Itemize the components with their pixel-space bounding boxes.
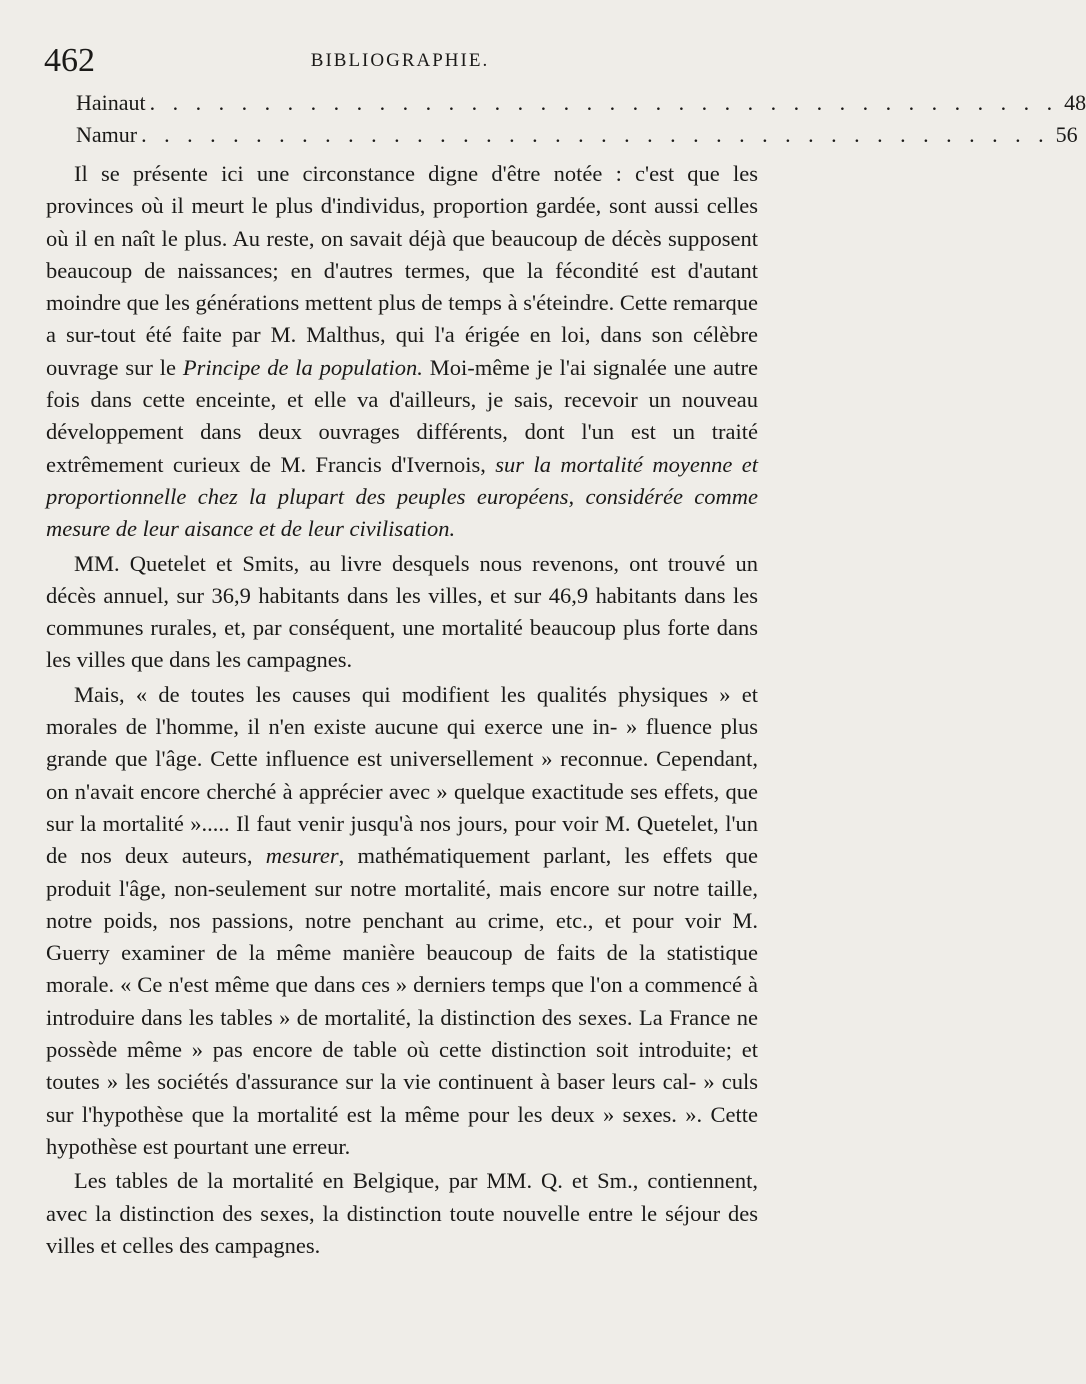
body-text [46, 158, 758, 1262]
page-header [44, 42, 756, 82]
text-run: Moi-même je l'ai signalée une autre fois dans cette enceinte, et elle va d'ailleurs, je sais, recevoir un nouveau développement dans deux ouvrages différents, dont l'un est un traité extrêmement curieux de M. Francis d'Ivernois, [46, 354, 759, 477]
text-run: MM. Quetelet et Smits, au livre desquels nous revenons, ont trouvé un décès annuel, sur 36,9 habitants dans les villes, et sur 46,9 habitants dans les communes rurales, et, par conséquent, une mortalité beaucoup plus forte dans les villes que dans les campagnes. [46, 550, 758, 673]
text-run: , mathématiquement parlant, les effets que produit l'âge, non-seulement sur notre mortalité, mais encore sur notre taille, notre poids, nos passions, notre penchant au crime, etc., et pour voir M. Guerry examiner de la même manière beaucoup de faits de la statistique morale. « Ce n'est même que dans ces » derniers temps que l'on a commencé à introduire dans les tables » de mortalité, la distinction des sexes. La France ne possède même » pas encore de table où cette distinction soit introduite; et toutes » les sociétés d'assurance sur la vie continuent à baser leurs cal- » culs sur l'hypothèse que la mortalité est la même pour les deux » sexes. ». Cette hypothèse est pourtant une erreur. [46, 843, 759, 1159]
dot-leader: . . . . . . . . . . . . . . . . . . . . . . . . . . . . . . . . . . . . . . . . [149, 90, 1059, 115]
paragraph [46, 548, 758, 677]
text-run: Les tables de la mortalité en Belgique, par MM. Q. et Sm., contiennent, avec la distinction des sexes, la distinction toute nouvelle entre le séjour des villes et celles des campagnes. [46, 1168, 758, 1258]
province-name: Hainaut [76, 90, 146, 115]
running-title: BIBLIOGRAPHIE. [310, 50, 490, 71]
province-value: 56 [1055, 122, 1078, 147]
table-row [76, 122, 1078, 155]
paragraph [46, 1165, 758, 1262]
page-number: 462 [44, 42, 95, 79]
province-value: 48 [1064, 90, 1086, 115]
paragraph [46, 158, 758, 546]
italic-text: mesurer [265, 843, 339, 869]
table-row [76, 90, 1086, 123]
province-name: Namur [76, 122, 138, 147]
text-run: Il se présente ici une circonstance digne d'être notée : c'est que les provinces où il meurt le plus d'individus, proportion gardée, sont aussi celles où il en naît le plus. Au reste, on savait déjà que beaucoup de décès supposent beaucoup de naissances; en d'autres termes, que la fécondité est d'autant moindre que les générations mettent plus de temps à s'éteindre. Cette remarque a sur-tout été faite par M. Malthus, qui l'a érigée en loi, dans son célèbre ouvrage sur le [46, 161, 758, 380]
dot-leader: . . . . . . . . . . . . . . . . . . . . . . . . . . . . . . . . . . . . . . . . [141, 122, 1050, 147]
italic-text: Principe de la population. [182, 354, 423, 380]
italic-text: sur la mortalité moyenne et proportionnelle chez la plupart des peuples européens, considérée comme mesure de leur aisance et de leur civilisation. [46, 451, 758, 542]
text-run: Mais, « de toutes les causes qui modifient les qualités physiques » et morales de l'homme, il n'en existe aucune qui exerce une in- » fluence plus grande que l'âge. Cette influence est universellement » reconnue. Cependant, on n'avait encore cherché à apprécier avec » quelque exactitude ses effets, que sur la mortalité »..... Il faut venir jusqu'à nos jours, pour voir M. Quetelet, l'un de nos deux auteurs, [46, 681, 758, 869]
paragraph [46, 679, 758, 1163]
